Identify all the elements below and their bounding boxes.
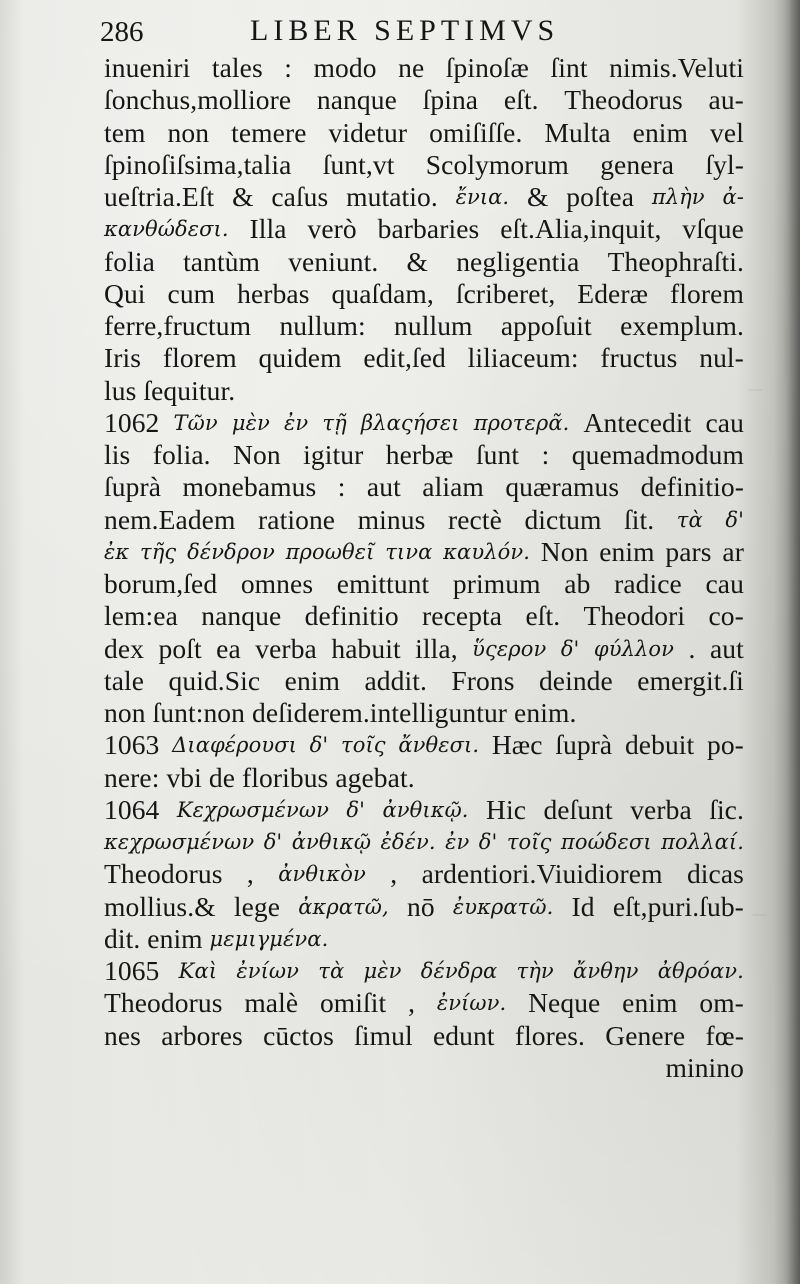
text-line: Theodorus malè omiſit , ἐνίων. Neque enim om-	[104, 987, 744, 1019]
text-line: borum,ſed omnes emittunt primum ab radice cau	[104, 568, 744, 599]
text-line: dit. enim μεμιγμένα.	[104, 922, 329, 954]
text-line: tem non temere videtur omiſiſſe. Multa enim vel	[104, 116, 744, 148]
text-line: lis folia. Non igitur herbæ ſunt : quemadmodum	[104, 439, 744, 470]
text-line: ferre,fructum nullum: nullum appoſuit exemplum.	[104, 310, 744, 341]
text-line: ἐκ τῆς δένδρον προωθεῖ τινα καυλόν. Non enim pars ar	[104, 535, 744, 567]
text-line: 1065 Καὶ ἐνίων τὰ μὲν δένδρα τὴν ἄνθην ἀθρόαν.	[104, 955, 744, 986]
text-line: nem.Eadem ratione minus rectè dictum ſit. τὰ δ'	[104, 503, 744, 535]
text-line: ſpinoſiſsima,talia ſunt,vt Scolymorum genera ſyl-	[104, 148, 744, 180]
body-text	[104, 52, 744, 1084]
text-line: non ſunt:non deſiderem.intelliguntur enim.	[104, 697, 577, 728]
gutter-shadow	[774, 0, 800, 1284]
text-line: 1063 Διαφέρουσι δ' τοῖς ἄνθεσι. Hæc ſuprà debuit po-	[104, 729, 744, 761]
text-line: ſuprà monebamus : aut aliam quæramus definitio-	[104, 471, 744, 503]
text-line: minino	[665, 1051, 744, 1083]
text-line: κανθώδεσι. Illa verò barbaries eſt.Alia,inquit, vſque	[104, 213, 744, 245]
text-line: lem:ea nanque definitio recepta eſt. Theodori co-	[104, 600, 744, 632]
text-line: ueſtria.Eſt & caſus mutatio. ἔνια. & poſtea πλὴν ἀ-	[104, 181, 744, 212]
text-line: lus ſequitur.	[104, 374, 236, 406]
show-through-mark: —	[748, 380, 763, 398]
text-line: 1062 Τῶν μὲν ἐν τῇ βλαςήσει προτερᾶ. Antecedit cau	[104, 406, 744, 438]
text-line: nes arbores cūctos ſimul edunt flores. Genere fœ-	[104, 1019, 744, 1051]
text-line: inueniri tales : modo ne ſpinoſæ ſint nimis.Veluti	[104, 52, 744, 83]
text-line: 1064 Κεχρωσμένων δ' ἀνθικῷ. Hic deſunt verba ſic.	[104, 793, 744, 825]
text-line: Theodorus , ἀνθικὸν , ardentiori.Viuidiorem dicas	[104, 858, 744, 890]
text-line: Qui cum herbas quaſdam, ſcriberet, Ederæ florem	[104, 277, 744, 309]
text-line: folia tantùm veniunt. & negligentia Theophraſti.	[104, 245, 744, 277]
text-line: dex poſt ea verba habuit illa, ὕςερον δ' φύλλον . aut	[104, 632, 744, 664]
text-line: nere: vbi de floribus agebat.	[104, 761, 415, 793]
text-line: Iris florem quidem edit,ſed liliaceum: fructus nul-	[104, 342, 744, 374]
show-through-mark: —	[752, 905, 767, 923]
text-line: ſonchus,molliore nanque ſpina eſt. Theodorus au-	[104, 84, 744, 116]
text-line: tale quid.Sic enim addit. Frons deinde emergit.ſi	[104, 664, 744, 696]
running-header	[100, 14, 740, 54]
page-number: 286	[100, 16, 144, 48]
text-line: κεχρωσμένων δ' ἀνθικῷ ἐδέν. ἐν δ' τοῖς ποώδεσι πολλαί.	[104, 830, 744, 854]
running-title: LIBER SEPTIMVS	[250, 14, 560, 47]
text-line: mollius.& lege ἀκρατῶ, nō ἐυκρατῶ. Id eſt,puri.ſub-	[104, 890, 744, 922]
